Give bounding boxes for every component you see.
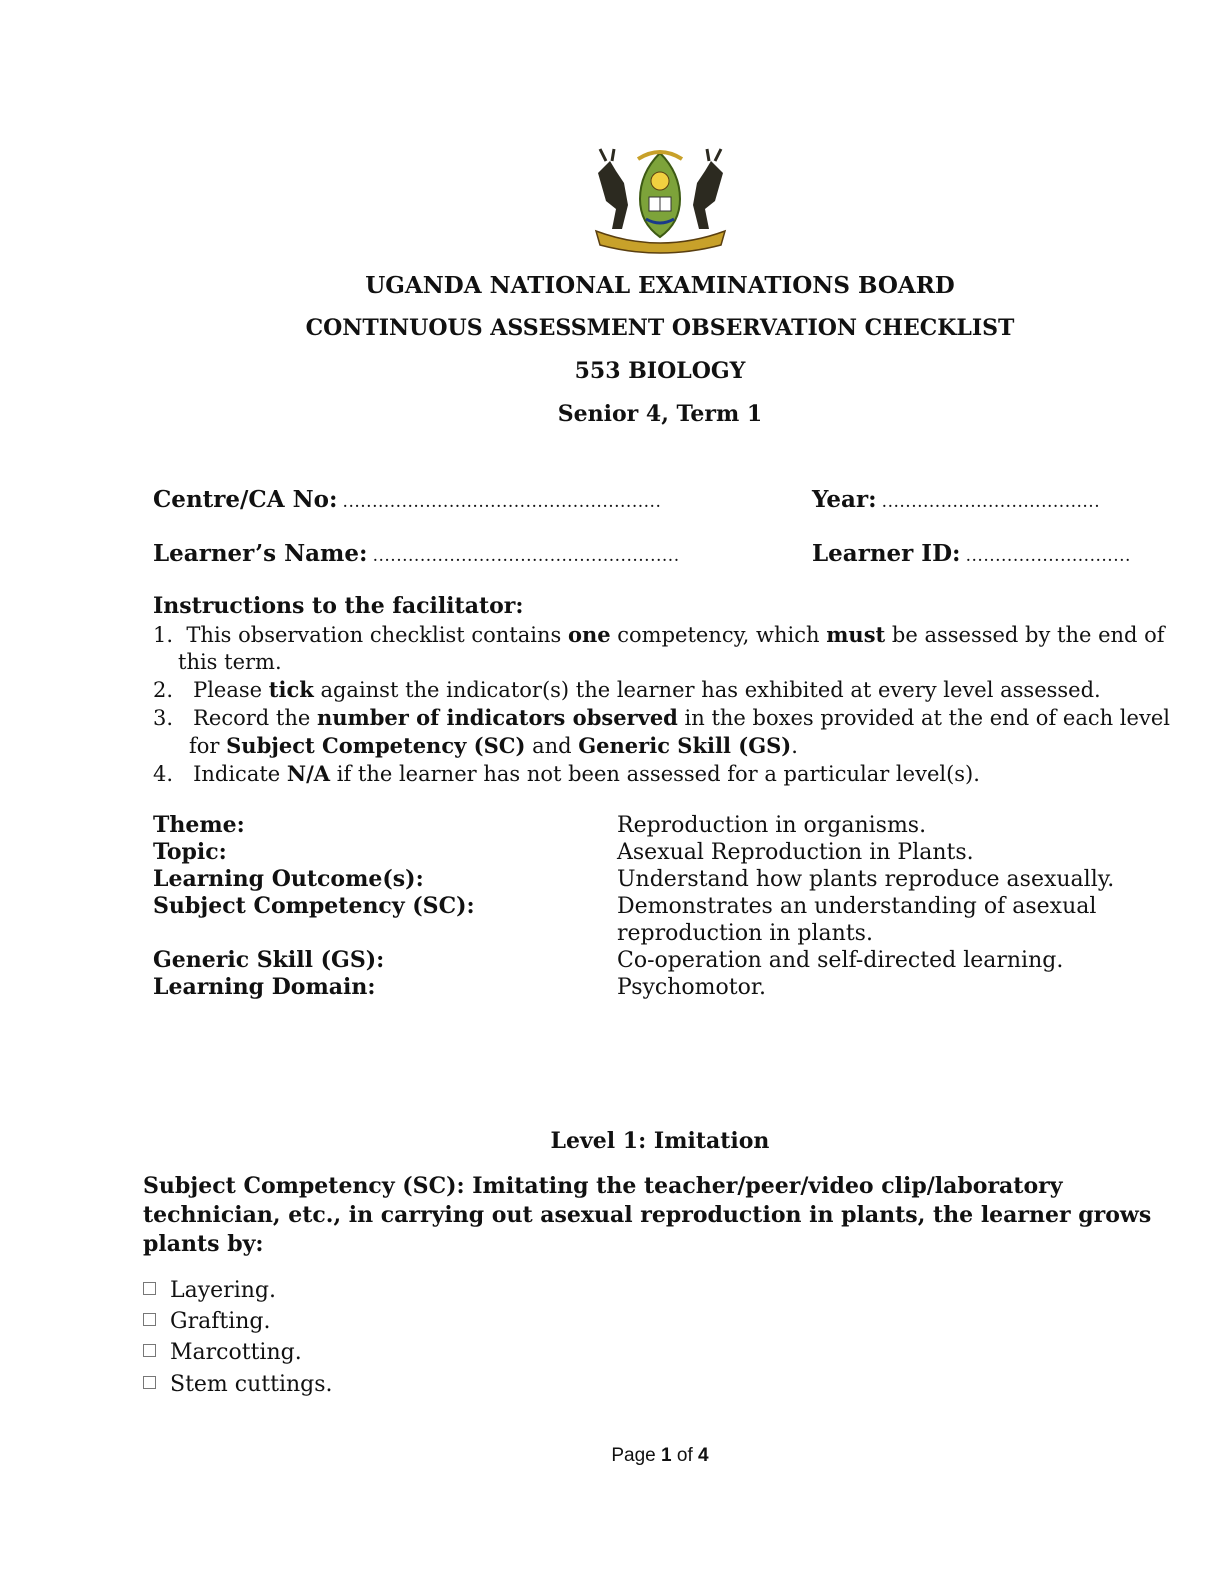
subject-title: 553 BIOLOGY <box>574 358 746 384</box>
board-name: UGANDA NATIONAL EXAMINATIONS BOARD <box>365 272 955 299</box>
year-label: Year: <box>812 486 877 513</box>
level1-sc-text <box>143 1172 1203 1259</box>
level1-title: Level 1: Imitation <box>550 1128 770 1154</box>
gs-label: Generic Skill (GS): <box>153 947 385 973</box>
centre-dots: ...................................................... <box>342 492 662 512</box>
sc-label: Subject Competency (SC): <box>153 893 475 919</box>
level1-sc-line: technician, etc., in carrying out asexual reproduction in plants, the learner grows <box>143 1202 1152 1228</box>
learner-name-field[interactable] <box>153 540 680 567</box>
topic-value: Asexual Reproduction in Plants. <box>617 840 974 865</box>
level1-sc-line: plants by: <box>143 1231 264 1257</box>
sc-value-line1: Demonstrates an understanding of asexual <box>617 894 1097 919</box>
learner-name-label: Learner’s Name: <box>153 540 368 567</box>
gs-value: Co-operation and self-directed learning. <box>617 948 1064 973</box>
centre-label: Centre/CA No: <box>153 486 338 513</box>
sc-value-line2: reproduction in plants. <box>617 921 873 946</box>
year-dots: ..................................... <box>881 492 1101 512</box>
learner-id-label: Learner ID: <box>812 540 961 567</box>
outcome-value: Understand how plants reproduce asexually. <box>617 867 1115 892</box>
domain-value: Psychomotor. <box>617 975 766 1000</box>
checklist-item-marcotting[interactable]: Marcotting. <box>143 1340 302 1365</box>
centre-field[interactable] <box>153 486 661 513</box>
instruction-item-continued: for Subject Competency (SC) and Generic Skill (GS). <box>189 733 798 758</box>
learner-id-dots: ............................ <box>965 546 1131 566</box>
instruction-item: 3. Record the number of indicators observed in the boxes provided at the end of each level <box>153 705 1170 730</box>
instruction-item-continued: this term. <box>178 650 282 674</box>
instruction-item: 1. This observation checklist contains one competency, which must be assessed by the end of <box>153 622 1165 647</box>
checklist-item-stem-cuttings[interactable]: Stem cuttings. <box>143 1372 333 1397</box>
learner-name-dots: .................................................... <box>372 546 680 566</box>
instructions-heading: Instructions to the facilitator: <box>153 593 524 619</box>
theme-value: Reproduction in organisms. <box>617 813 927 838</box>
domain-label: Learning Domain: <box>153 974 376 1000</box>
document-title: CONTINUOUS ASSESSMENT OBSERVATION CHECKLIST <box>305 315 1015 341</box>
topic-label: Topic: <box>153 839 227 865</box>
theme-label: Theme: <box>153 812 245 838</box>
checklist-item-grafting[interactable]: Grafting. <box>143 1309 270 1334</box>
checklist-item-layering[interactable]: Layering. <box>143 1278 276 1303</box>
level1-sc-line: Subject Competency (SC): Imitating the teacher/peer/video clip/laboratory <box>143 1173 1063 1199</box>
class-term: Senior 4, Term 1 <box>557 401 763 427</box>
instruction-item: 2. Please tick against the indicator(s) the learner has exhibited at every level assessed. <box>153 677 1101 702</box>
checkbox[interactable] <box>143 1313 156 1326</box>
instruction-item: 4. Indicate N/A if the learner has not been assessed for a particular level(s). <box>153 761 980 786</box>
coat-of-arms-logo <box>588 143 733 255</box>
page-footer: Page 1 of 4 <box>611 1445 709 1466</box>
year-field[interactable] <box>812 486 1100 513</box>
instructions-list <box>153 621 1183 788</box>
checkbox[interactable] <box>143 1376 156 1389</box>
learner-id-field[interactable] <box>812 540 1131 567</box>
checkbox[interactable] <box>143 1282 156 1295</box>
outcome-label: Learning Outcome(s): <box>153 866 424 892</box>
checkbox[interactable] <box>143 1344 156 1357</box>
